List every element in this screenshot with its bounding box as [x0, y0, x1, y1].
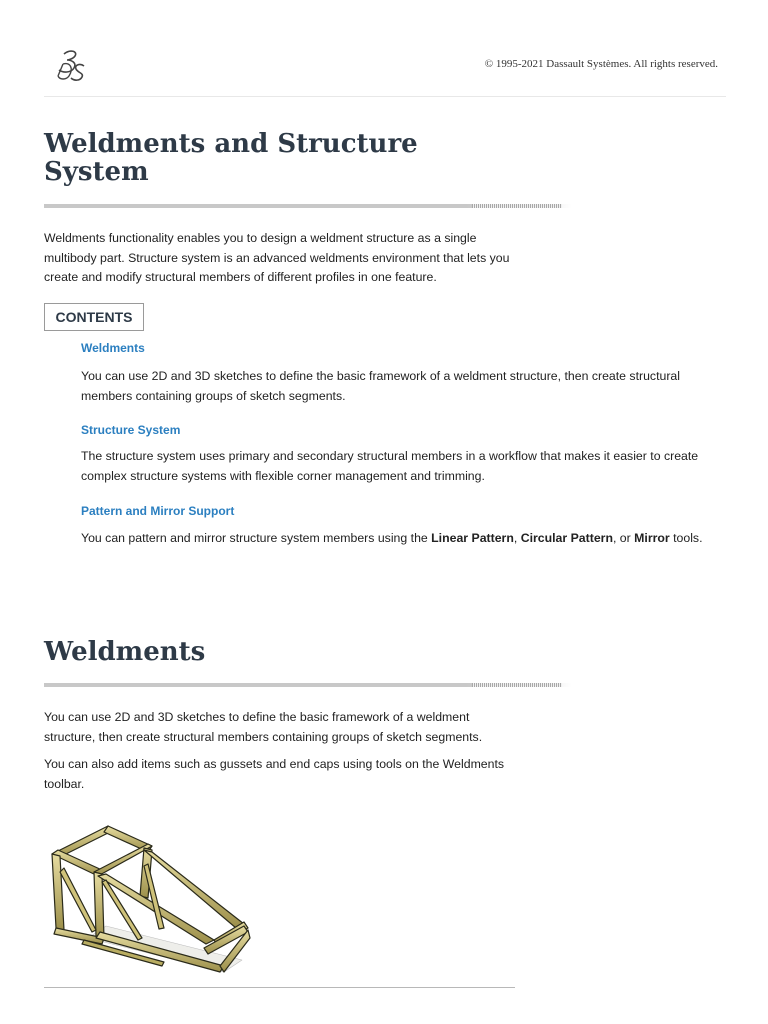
contents-heading: CONTENTS: [44, 303, 144, 331]
weldment-frame-image: [44, 820, 264, 980]
toc-desc-weldments: You can use 2D and 3D sketches to define the basic framework of a weldment structure, then create structural members containing groups of sketch segments.: [81, 369, 680, 403]
toc-link-weldments[interactable]: Weldments: [81, 341, 145, 355]
weldments-paragraph-1: You can use 2D and 3D sketches to define the basic framework of a weldment structure, then create structural members containing groups of sketch segments.: [44, 710, 483, 744]
intro-paragraph: Weldments functionality enables you to design a weldment structure as a single multibody part. Structure system is an advanced weldments environment that lets you create and modify structural members of different profiles in one feature.: [44, 231, 510, 284]
toc-desc-structure-system: The structure system uses primary and secondary structural members in a workflow that makes it easier to create complex structure systems with flexible corner management and trimming.: [81, 449, 699, 483]
weldments-paragraph-2: You can also add items such as gussets and end caps using tools on the Weldments toolbar.: [44, 757, 505, 791]
copyright-text: © 1995-2021 Dassault Systèmes. All rights reserved.: [484, 58, 718, 70]
toc-desc-pattern-mirror: You can pattern and mirror structure system members using the Linear Pattern, Circular Pattern, or Mirror tools.: [81, 531, 703, 545]
term-circular-pattern: Circular Pattern: [520, 531, 613, 545]
term-linear-pattern: Linear Pattern: [431, 531, 514, 545]
toc-link-pattern-mirror[interactable]: Pattern and Mirror Support: [81, 504, 235, 518]
term-mirror: Mirror: [634, 531, 670, 545]
title-divider: [44, 204, 572, 208]
section-title-weldments: Weldments: [44, 637, 206, 667]
section-divider: [44, 683, 572, 687]
bottom-divider: [44, 987, 515, 988]
dassault-systemes-logo: [50, 46, 88, 86]
toc-link-structure-system[interactable]: Structure System: [81, 423, 181, 437]
page-header: [44, 40, 726, 97]
page-title: Weldments and Structure System: [44, 129, 418, 187]
